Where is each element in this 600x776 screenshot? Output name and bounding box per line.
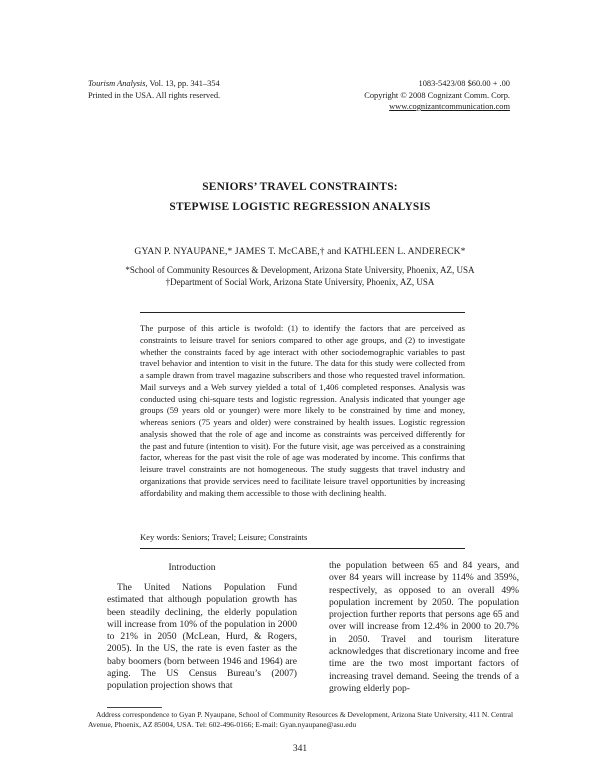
publisher-url[interactable]: www.cognizantcommunication.com bbox=[389, 102, 510, 111]
affiliation-2: †Department of Social Work, Arizona State University, Phoenix, AZ, USA bbox=[165, 277, 435, 287]
page-number: 341 bbox=[292, 744, 308, 754]
affiliation-1: *School of Community Resources & Development, Arizona State University, Phoenix, AZ, USA bbox=[125, 265, 475, 275]
abstract: The purpose of this article is twofold: (1) to identify the factors that are perceived as constraints to leisure travel for seniors compared to other age groups, and (2) to investigate whether the constraints faced by age interact with other sociodemographic variables to past travel behavior and intention to visit in the future. The data for this study were collected from a sample drawn from travel magazine subscribers and those who requested travel information. Mail surveys and a Web survey yielded a total of 1,406 completed responses. Analysis was conducted using chi-square tests and logistic regression. Analysis indicated that younger age groups (59 years old or younger) were more likely to be constrained by time and money, whereas seniors (75 years and older) were constrained by health issues. Logistic regression analysis showed that the role of age and income as constraints was perceived differently for the past and future (intention to visit). For the future visit, age was perceived as a constraining factor, whereas for the past visit the role of age was moderated by income. This confirms that leisure travel constraints are not homogeneous. The study suggests that travel industry and organizations that provide services need to facilitate leisure travel opportunities by increasing affordability and making them accessible to those with declining health. bbox=[140, 323, 465, 498]
body-column-right: the population between 65 and 84 years, and over 84 years will increase by 114% and 359%, respectively, as opposed to an overall 49% population increment by 2050. The population projection further reports that persons age 65 and over will increase from 12.4% in 2000 to 20.7% in 2050. Travel and tourism literature acknowledges that discretionary income and free time are the two most important factors of increasing travel demand. Seeing the trends of a growing elderly pop- bbox=[329, 560, 519, 694]
paper-title-line-2: STEPWISE LOGISTIC REGRESSION ANALYSIS bbox=[169, 201, 431, 213]
abstract-bottom-rule bbox=[140, 548, 465, 549]
keywords: Key words: Seniors; Travel; Leisure; Constraints bbox=[140, 532, 308, 542]
abstract-top-rule bbox=[140, 312, 465, 313]
journal-volume: Vol. 13, pp. 341–354 bbox=[147, 79, 220, 88]
printed-notice: Printed in the USA. All rights reserved. bbox=[88, 90, 221, 100]
author-list: GYAN P. NYAUPANE,* JAMES T. McCABE,† and KATHLEEN L. ANDERECK* bbox=[134, 246, 466, 257]
running-header-left bbox=[88, 78, 220, 101]
body-column-left: The United Nations Population Fund estimated that although population growth has been steadily declining, the elderly population will increase from 10% of the population in 2000 to 21% in 2050 (McLean, Hurd, & Rogers, 2005). In the US, the rate is even faster as the baby boomers (born between 1946 and 1964) are aging. The US Census Bureau’s (2007) population projection shows that bbox=[107, 582, 297, 692]
running-header-right bbox=[364, 78, 510, 113]
issn: 1083-5423/08 $60.00 + .00 bbox=[418, 79, 510, 88]
copyright: Copyright © 2008 Cognizant Comm. Corp. bbox=[364, 90, 510, 100]
correspondence-footnote: Address correspondence to Gyan P. Nyaupane, School of Community Resources & Development, Arizona State University, 411 N. Central Avenue, Phoenix, AZ 85004, USA. Tel: 602-496-0166; E-mail: Gyan.nyaupane@asu.edu bbox=[88, 710, 514, 729]
journal-name: Tourism Analysis, bbox=[88, 79, 148, 88]
section-heading: Introduction bbox=[168, 563, 216, 573]
footnote-rule bbox=[107, 707, 162, 708]
paper-title-line-1: SENIORS’ TRAVEL CONSTRAINTS: bbox=[202, 181, 398, 193]
